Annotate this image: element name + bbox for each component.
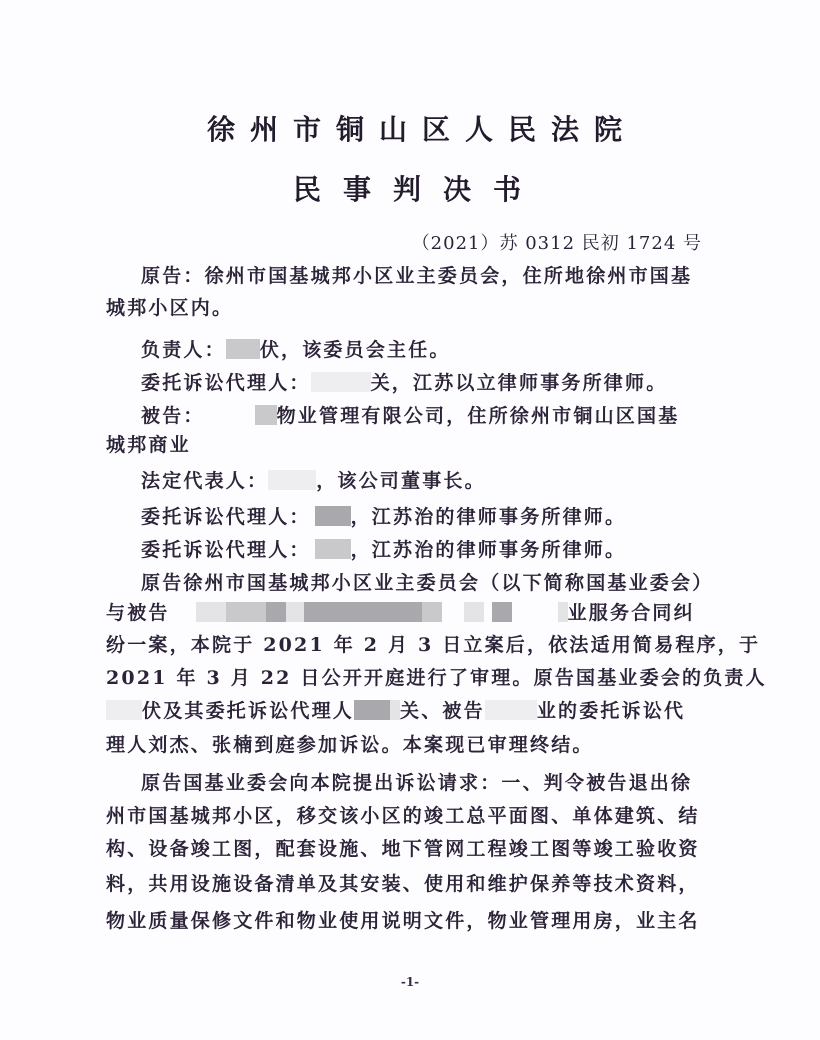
redacted-block xyxy=(464,602,484,622)
redacted-name xyxy=(315,506,351,526)
paragraph-1-text: 业服务合同纠 xyxy=(567,602,695,624)
paragraph-1-text: 关、被告 xyxy=(400,700,485,722)
plaintiff-agent-text: 关，江苏以立律师事务所律师。 xyxy=(370,372,668,394)
redacted-name xyxy=(268,470,316,490)
paragraph-1-text: 与被告 xyxy=(106,602,170,624)
defendant-agent-text: ，江苏治的律师事务所律师。 xyxy=(350,506,627,528)
legal-rep-label: 法定代表人： xyxy=(141,470,269,492)
defendant-agent-label: 委托诉讼代理人： xyxy=(141,506,311,528)
plaintiff-agent-line xyxy=(141,368,667,395)
redacted-name xyxy=(255,405,277,425)
legal-rep-text: ，该公司董事长。 xyxy=(316,470,486,492)
redacted-block xyxy=(304,602,422,622)
paragraph-2-line-3: 构、设备竣工图，配套设施、地下管网工程竣工图等竣工验收资 xyxy=(106,838,700,860)
document-type-heading: 民事判决书 xyxy=(292,173,543,206)
redacted-block xyxy=(226,602,266,622)
redacted-name xyxy=(226,339,260,359)
leader-line xyxy=(141,335,451,362)
paragraph-1-line-5 xyxy=(106,696,685,723)
redacted-name xyxy=(354,700,390,720)
defendant-agent-label: 委托诉讼代理人： xyxy=(141,539,311,561)
defendant-line-continued: 城邦商业 xyxy=(106,434,191,456)
redacted-block xyxy=(266,602,286,622)
paragraph-1-line-1: 原告徐州市国基城邦小区业主委员会（以下简称国基业委会） xyxy=(141,572,714,594)
paragraph-2-line-5: 物业质量保修文件和物业使用说明文件，物业管理用房，业主名 xyxy=(106,910,700,932)
defendant-agent-line-2 xyxy=(141,535,626,562)
court-name-heading: 徐州市铜山区人民法院 xyxy=(206,113,637,146)
plaintiff-line xyxy=(141,261,692,288)
redacted-name xyxy=(390,700,400,720)
legal-rep-line xyxy=(141,466,486,493)
plaintiff-text: 徐州市国基城邦小区业主委员会，住所地徐州市国基 xyxy=(204,265,693,287)
paragraph-1-line-3: 纷一案，本院于 2021 年 2 月 3 日立案后，依法适用简易程序，于 xyxy=(106,634,761,656)
redacted-block xyxy=(422,602,442,622)
paragraph-1-line-4: 2021 年 3 月 22 日公开开庭进行了审理。原告国基业委会的负责人 xyxy=(106,667,767,689)
paragraph-2-line-1: 原告国基业委会向本院提出诉讼请求：一、判令被告退出徐 xyxy=(141,772,693,794)
plaintiff-line-continued: 城邦小区内。 xyxy=(106,297,234,319)
case-number: （2021）苏 0312 民初 1724 号 xyxy=(411,233,702,254)
paragraph-2-line-2: 州市国基城邦小区，移交该小区的竣工总平面图、单体建筑、结 xyxy=(106,805,700,827)
redacted-block xyxy=(558,602,568,622)
leader-label: 负责人： xyxy=(141,339,226,361)
plaintiff-label: 原告： xyxy=(141,265,205,287)
redacted-block xyxy=(196,602,226,622)
leader-text: 伏，该委员会主任。 xyxy=(259,339,451,361)
redacted-name xyxy=(106,700,142,720)
redacted-name xyxy=(315,539,351,559)
defendant-agent-text: ，江苏治的律师事务所律师。 xyxy=(350,539,627,561)
page-number: -1- xyxy=(400,975,420,989)
redacted-block xyxy=(492,602,512,622)
paragraph-2-line-4: 料，共用设施设备清单及其安装、使用和维护保养等技术资料， xyxy=(106,873,700,895)
redacted-block xyxy=(286,602,304,622)
paragraph-1-text: 伏及其委托诉讼代理人 xyxy=(142,700,355,722)
paragraph-1-text: 业的委托诉讼代 xyxy=(536,700,686,722)
paragraph-1-line-2 xyxy=(106,598,695,625)
defendant-label: 被告： xyxy=(141,405,205,427)
defendant-line xyxy=(141,401,679,428)
redacted-gap xyxy=(205,405,255,425)
plaintiff-agent-label: 委托诉讼代理人： xyxy=(141,372,311,394)
redacted-name xyxy=(311,372,371,392)
redacted-name xyxy=(485,700,537,720)
paragraph-1-line-6: 理人刘杰、张楠到庭参加诉讼。本案现已审理终结。 xyxy=(106,734,594,756)
defendant-text: 物业管理有限公司，住所徐州市铜山区国基 xyxy=(276,405,680,427)
defendant-agent-line-1 xyxy=(141,502,626,529)
